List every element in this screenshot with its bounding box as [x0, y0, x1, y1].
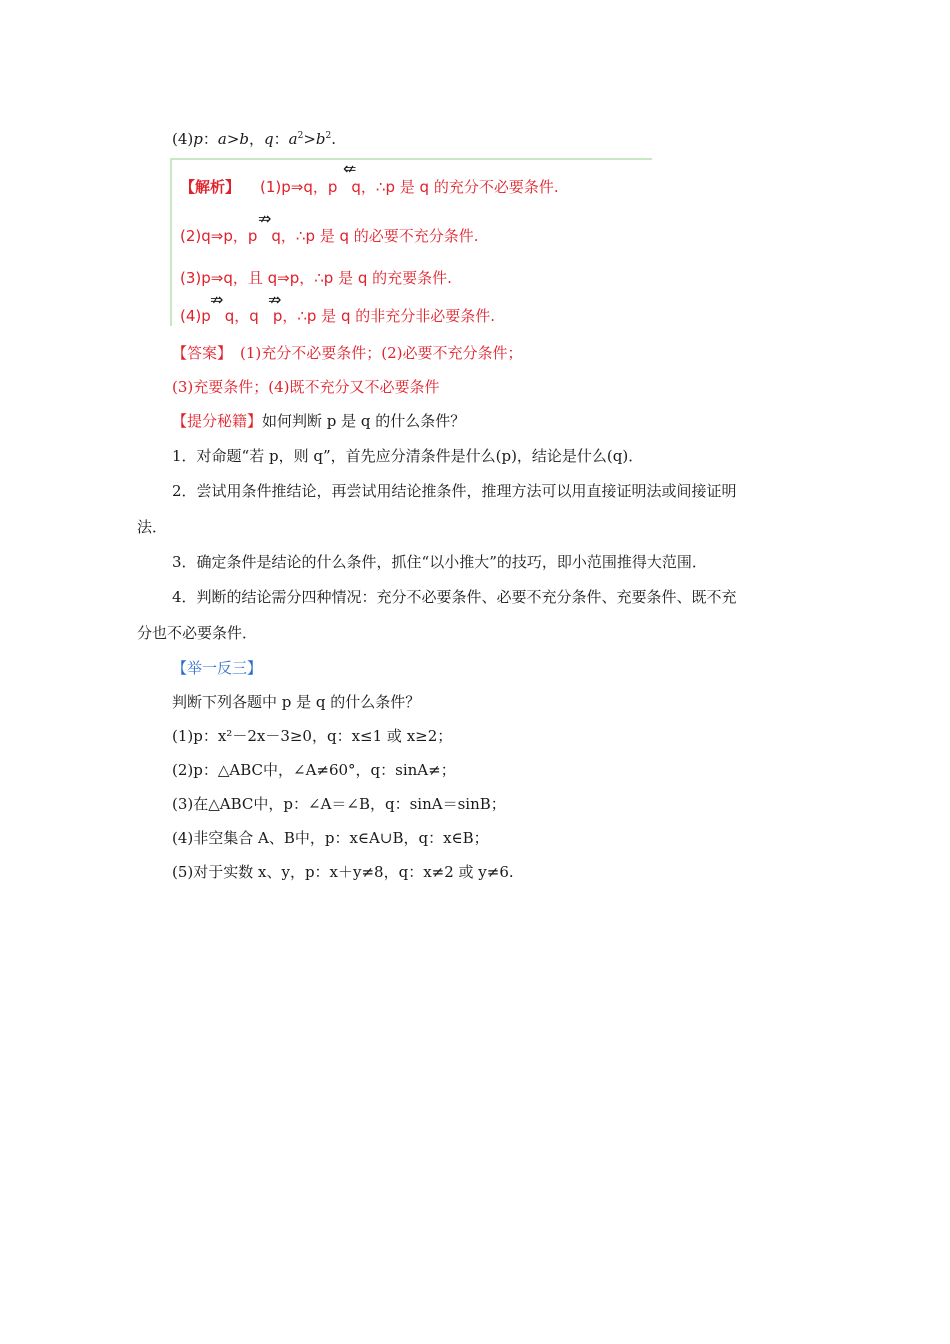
practice-item-3: (3)在△ABC中，p：∠A＝∠B，q：sinA＝sinB； — [172, 795, 506, 813]
practice-item-5: (5)对于实数 x、y，p：x＋y≠8，q：x≠2 或 y≠6. — [172, 863, 514, 881]
tips-item-1: 1．对命题“若 p，则 q”，首先应分清条件是什么(p)，结论是什么(q)． — [172, 447, 644, 465]
practice-item-4: (4)非空集合 A、B中，p：x∈A∪B，q：x∈B； — [172, 829, 489, 847]
analysis-line-1: 【解析】 (1)p⇒q，p q，∴p 是 q 的充分不必要条件. — [180, 178, 559, 196]
analysis-line-3: (3)p⇒q，且 q⇒p，∴p 是 q 的充要条件. — [180, 269, 452, 287]
answer-line-2: (3)充要条件；(4)既不充分又不必要条件 — [172, 378, 440, 396]
answer-tag: 【答案】 — [172, 344, 233, 362]
not-implies-arrow-icon: ⇏ — [210, 290, 224, 309]
tips-item-2-cont: 法． — [137, 518, 168, 536]
not-implied-by-arrow-icon: ⇍ — [343, 159, 357, 178]
tips-item-3: 3．确定条件是结论的什么条件，抓住“以小推大”的技巧，即小范围推得大范围． — [172, 553, 707, 571]
practice-item-2: (2)p：△ABC中，∠A≠60°，q：sinA≠； — [172, 761, 456, 779]
not-implies-arrow-icon: ⇏ — [258, 209, 272, 228]
problem-4: (4)p：a>b，q：$a^2>b^2$. — [172, 130, 337, 148]
tips-item-4-cont: 分也不必要条件． — [137, 624, 258, 642]
practice-intro: 判断下列各题中 p 是 q 的什么条件？ — [172, 693, 421, 711]
analysis-line-2: (2)q⇒p，p q，∴p 是 q 的必要不充分条件. — [180, 227, 479, 245]
not-implies-arrow-icon: ⇏ — [268, 290, 282, 309]
analysis-line-4: (4)p q，q p，∴p 是 q 的非充分非必要条件. — [180, 307, 496, 325]
practice-item-1: (1)p：x²－2x－3≥0，q：x≤1 或 x≥2； — [172, 727, 453, 745]
analysis-tag: 【解析】 — [180, 178, 241, 196]
tips-item-4: 4．判断的结论需分四种情况：充分不必要条件、必要不充分条件、充要条件、既不充 — [172, 588, 737, 606]
tips-item-2: 2．尝试用条件推结论，再尝试用结论推条件，推理方法可以用直接证明法或间接证明 — [172, 482, 737, 500]
answer-line-1: 【答案】 (1)充分不必要条件；(2)必要不充分条件； — [172, 344, 523, 362]
tips-tag: 【提分秘籍】 — [172, 412, 263, 430]
practice-tag: 【举一反三】 — [172, 659, 263, 677]
tips-heading: 【提分秘籍】如何判断 p 是 q 的什么条件？ — [172, 412, 466, 430]
